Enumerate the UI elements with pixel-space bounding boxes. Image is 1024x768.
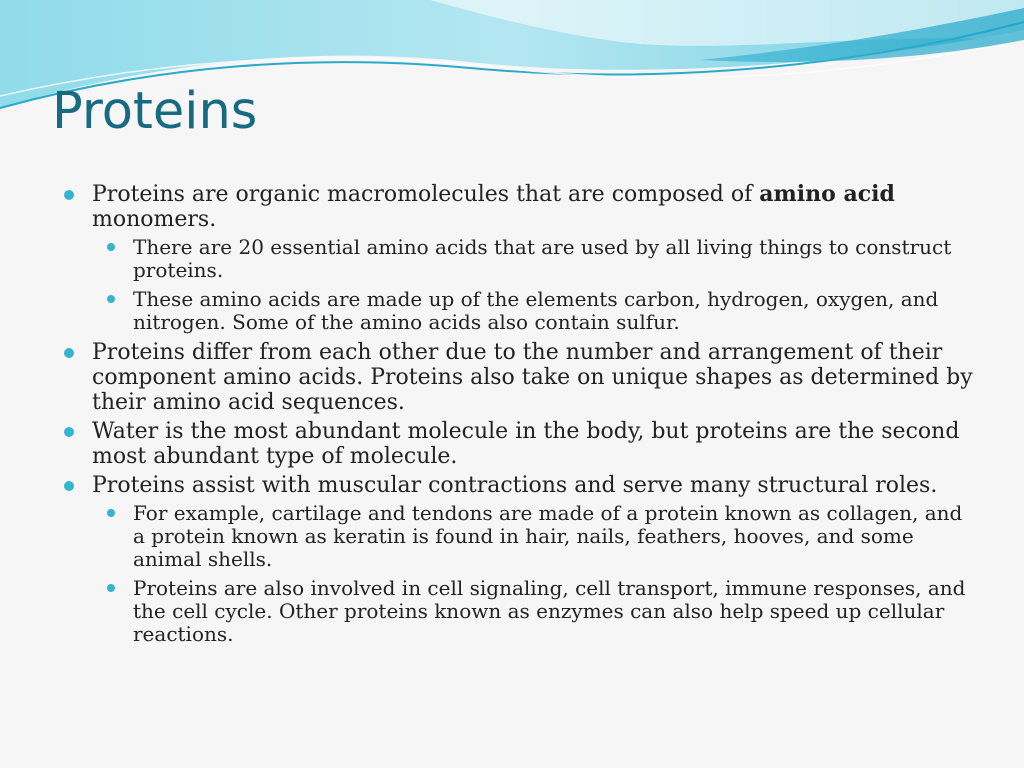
bullet-text: Water is the most abundant molecule in the body, but proteins are the second most abundant type of molecule. [92, 419, 960, 469]
bullet-text: Proteins assist with muscular contractions and serve many structural roles. [92, 473, 938, 498]
slide-title: Proteins [52, 82, 258, 141]
sub-bullet-item [60, 236, 980, 282]
bullet-dot-icon [107, 584, 115, 592]
bullet-dot-icon [64, 348, 74, 358]
sub-bullet-item [60, 288, 980, 334]
bullet-text: monomers. [92, 207, 217, 232]
bullet-text: Proteins differ from each other due to the number and arrangement of their component amino acids. Proteins also take on unique shapes as determined by their amino acid sequences. [92, 340, 973, 415]
bullet-bold-text: amino acid [759, 181, 895, 207]
sub-bullet-text: For example, cartilage and tendons are made of a protein known as collagen, and a protein known as keratin is found in hair, nails, feathers, hooves, and some animal shells. [133, 501, 963, 571]
bullet-item [60, 182, 980, 232]
bullet-dot-icon [64, 481, 74, 491]
bullet-dot-icon [107, 243, 115, 251]
bullet-dot-icon [64, 190, 74, 200]
sub-bullet-text: There are 20 essential amino acids that are used by all living things to construct proteins. [133, 235, 952, 282]
sub-bullet-item [60, 502, 980, 571]
sub-bullet-text: These amino acids are made up of the elements carbon, hydrogen, oxygen, and nitrogen. Some of the amino acids also contain sulfur. [133, 287, 939, 334]
sub-bullet-item [60, 577, 980, 646]
bullet-dot-icon [64, 427, 74, 437]
bullet-dot-icon [107, 509, 115, 517]
bullet-dot-icon [107, 295, 115, 303]
bullet-item [60, 340, 980, 415]
bullet-text: Proteins are organic macromolecules that are composed of [92, 182, 760, 207]
bullet-item [60, 419, 980, 469]
bullet-item [60, 473, 980, 498]
sub-bullet-text: Proteins are also involved in cell signaling, cell transport, immune responses, and the cell cycle. Other proteins known as enzymes can also help speed up cellular reactions. [133, 576, 966, 646]
bullet-list [60, 182, 980, 652]
